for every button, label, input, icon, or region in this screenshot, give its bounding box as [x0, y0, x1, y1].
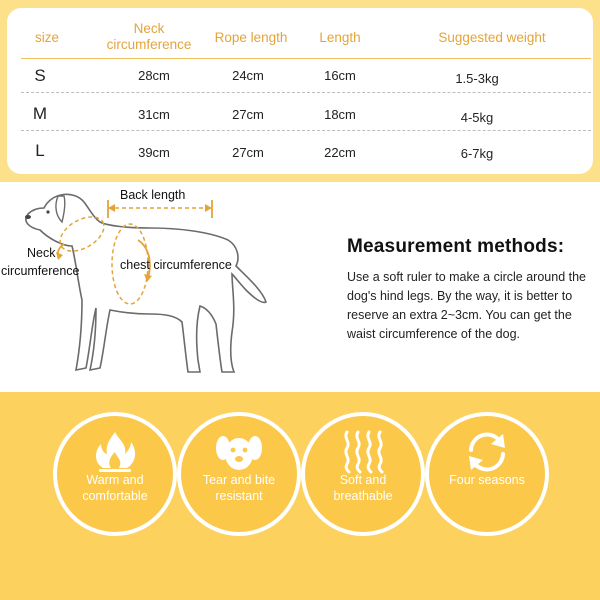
feature-tear-line2: resistant — [215, 489, 263, 503]
row-m-length: 18cm — [324, 107, 356, 122]
row-m-size: M — [32, 104, 48, 123]
feature-seasons-text — [429, 472, 545, 488]
neck-label-line1: Neck — [27, 246, 56, 260]
header-rope: Rope length — [214, 30, 288, 45]
dog-ear — [56, 196, 65, 222]
row-l-rope: 27cm — [232, 145, 264, 160]
feature-tear-text — [181, 472, 297, 504]
size-table — [7, 8, 593, 174]
feature-soft-line2: breathable — [333, 489, 393, 503]
back-length-label: Back length — [120, 188, 186, 202]
arrowhead — [56, 252, 63, 260]
feature-soft-line1: Soft and — [339, 473, 387, 487]
feature-warm-text — [57, 472, 173, 504]
row-l-length: 22cm — [324, 145, 356, 160]
row-s-rope: 24cm — [232, 68, 264, 83]
arrowhead — [144, 274, 152, 282]
row-m-weight: 4-5kg — [460, 110, 494, 125]
dog-face-icon — [211, 428, 267, 474]
measurement-title: Measurement methods: — [347, 236, 565, 257]
row-l-size: L — [35, 141, 45, 160]
header-neck: Neck circumference — [106, 21, 192, 52]
header-divider — [21, 58, 591, 59]
row-l-neck: 39cm — [138, 145, 170, 160]
cycle-arrows-icon — [459, 428, 515, 474]
chest-label: chest circumference — [120, 258, 232, 272]
dog-diagram — [0, 182, 300, 392]
feature-four-seasons — [425, 412, 549, 536]
header-weight: Suggested weight — [438, 30, 546, 45]
row-s-size: S — [34, 66, 46, 85]
feature-warm-line1: Warm and — [86, 473, 144, 487]
row-s-neck: 28cm — [138, 68, 170, 83]
wavy-lines-icon — [335, 428, 391, 474]
neck-label-line2: circumference — [1, 264, 80, 278]
row-m-neck: 31cm — [138, 107, 170, 122]
flame-icon — [87, 428, 143, 474]
header-size: size — [34, 30, 59, 45]
arrowhead — [108, 204, 115, 212]
row-m-rope: 27cm — [232, 107, 264, 122]
row-s-length: 16cm — [324, 68, 356, 83]
dog-eye — [46, 210, 49, 213]
row-s-weight: 1.5-3kg — [455, 71, 499, 86]
feature-tear-line1: Tear and bite — [202, 473, 276, 487]
arrowhead — [205, 204, 212, 212]
row-divider — [21, 130, 591, 131]
measurement-text: Use a soft ruler to make a circle around the dog's hind legs. By the way, it is better to reserve an extra 2~3cm. You can get the waist circumference of the dog. — [347, 270, 587, 341]
feature-tear-resistant — [177, 412, 301, 536]
feature-soft — [301, 412, 425, 536]
feature-warm-line2: comfortable — [82, 489, 148, 503]
dog-nose — [25, 215, 31, 219]
row-divider — [21, 92, 591, 93]
row-l-weight: 6-7kg — [460, 146, 494, 161]
feature-warm — [53, 412, 177, 536]
feature-seasons-line1: Four seasons — [449, 473, 525, 487]
header-length: Length — [319, 30, 361, 45]
feature-soft-text — [305, 472, 421, 504]
